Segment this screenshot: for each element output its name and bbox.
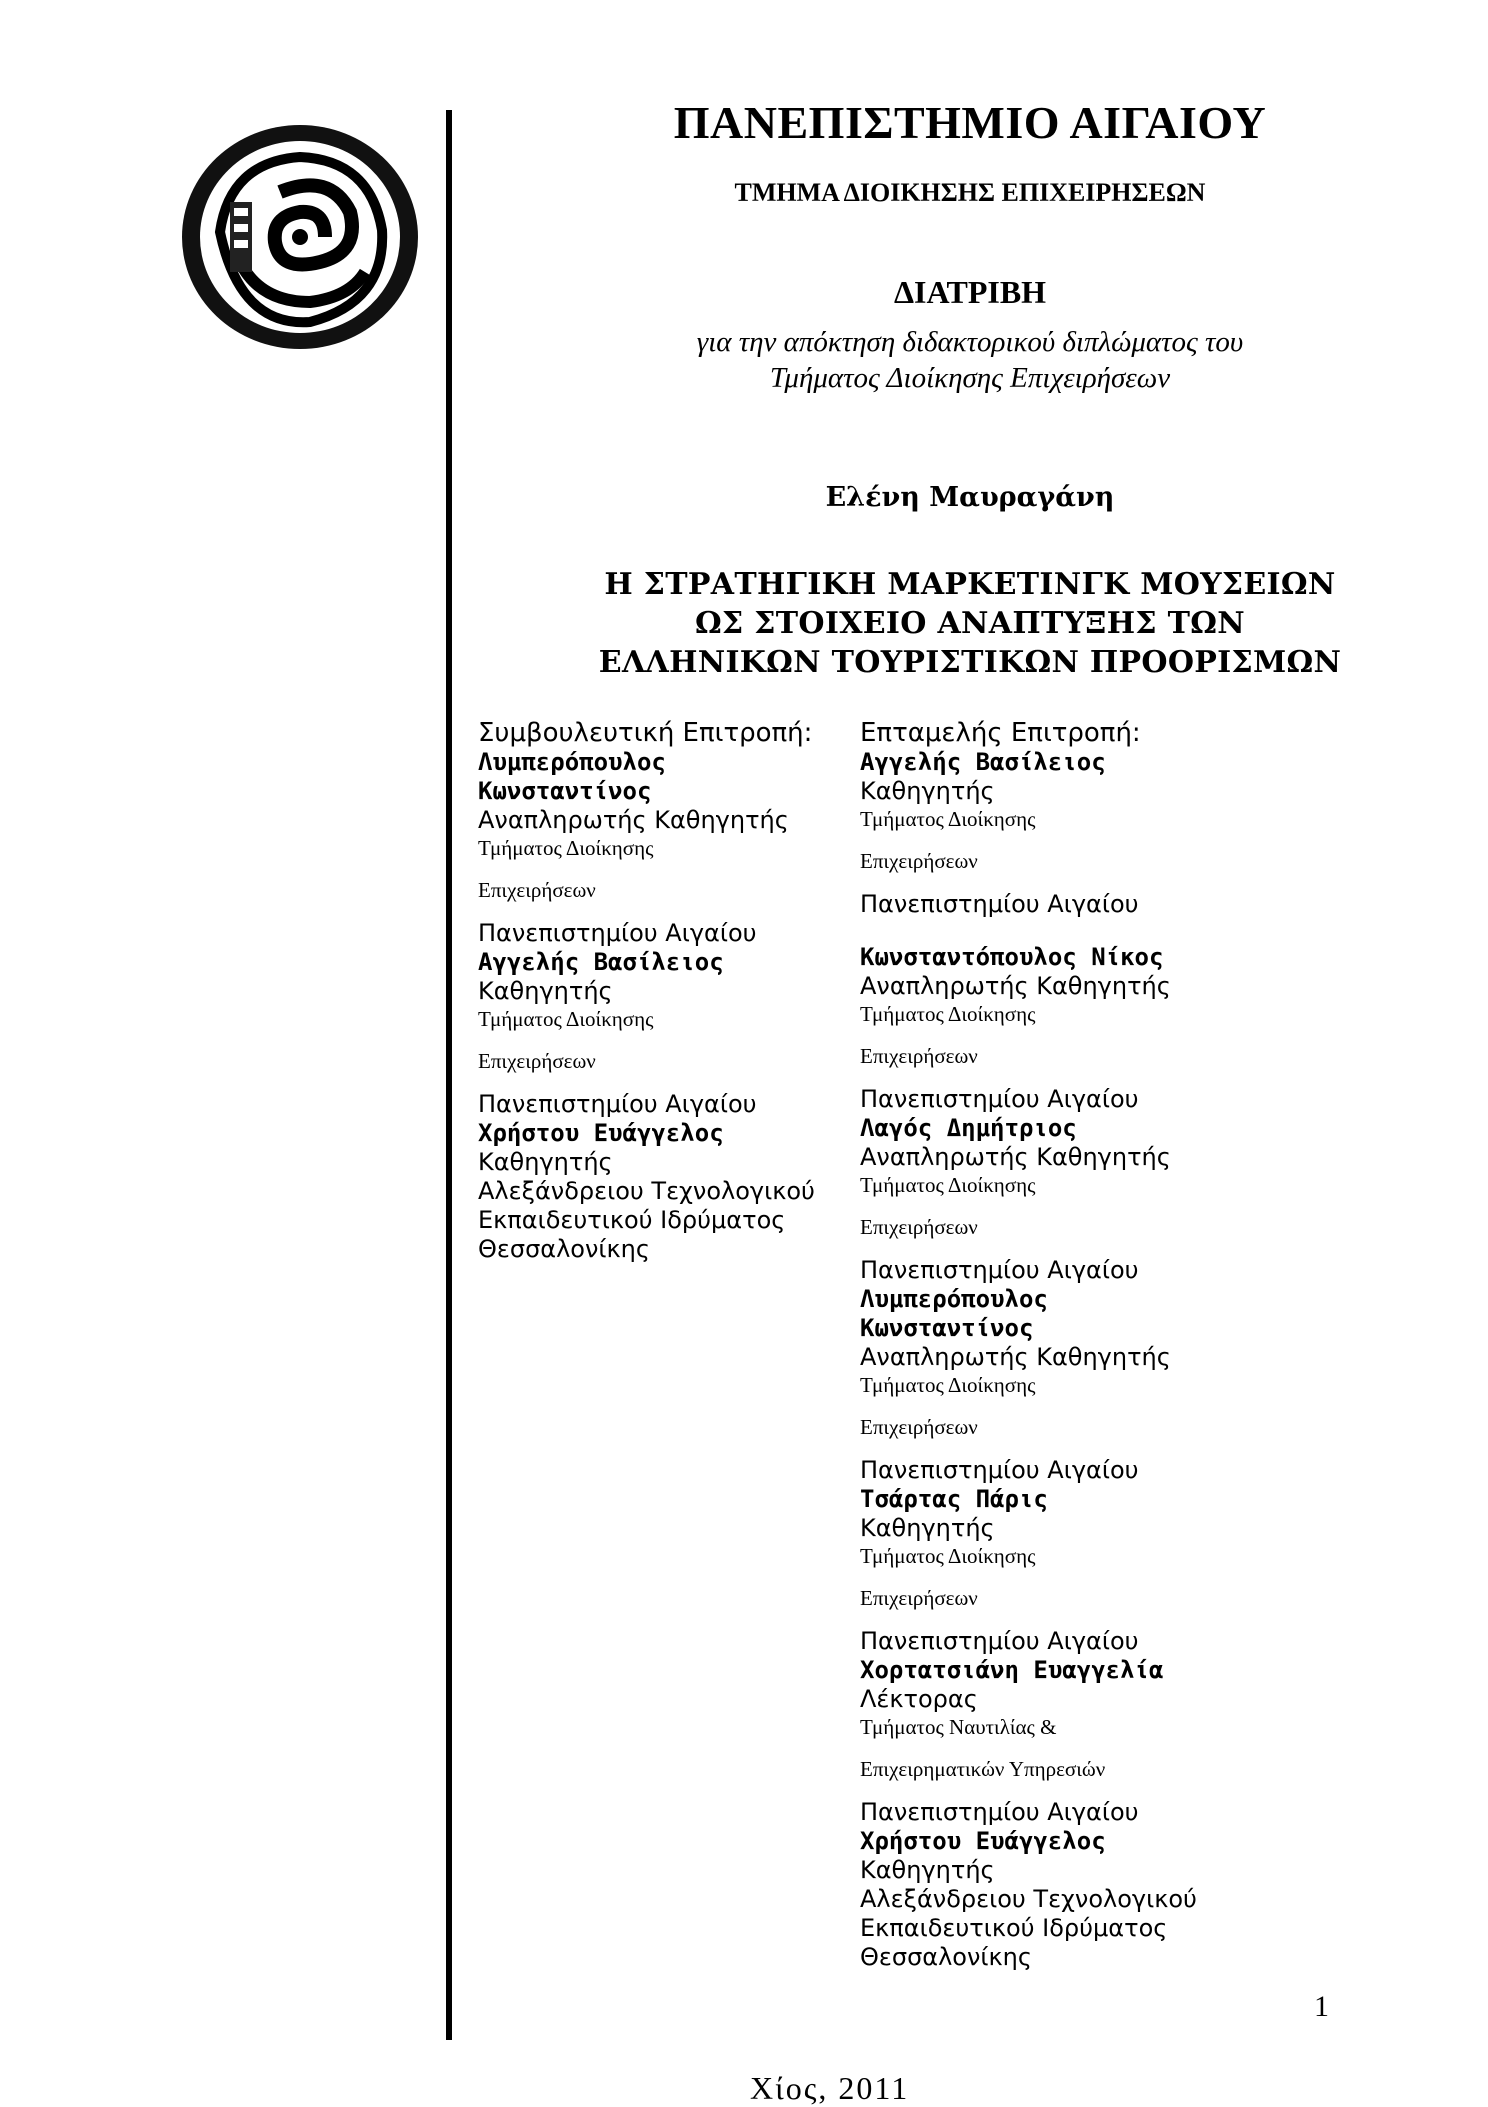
university-seal-logo	[160, 112, 440, 362]
member-university: Πανεπιστημίου Αιγαίου	[860, 1627, 1139, 1655]
member-university: Πανεπιστημίου Αιγαίου	[860, 890, 1139, 918]
page-number: 1	[1314, 1990, 1329, 2023]
member-department: Τμήματος Ναυτιλίας &	[860, 1715, 1057, 1739]
member-role: Λέκτορας	[860, 1685, 978, 1713]
member-name: Κωνσταντίνος	[478, 777, 652, 805]
member-role: Καθηγητής	[478, 977, 613, 1005]
member-department: Επιχειρήσεων	[478, 1049, 596, 1073]
member-role: Αναπληρωτής Καθηγητής	[478, 806, 789, 834]
member-affiliation: Θεσσαλονίκης	[478, 1235, 650, 1263]
member-name: Κωνσταντίνος	[860, 1314, 1034, 1342]
member-role: Καθηγητής	[478, 1148, 613, 1176]
member-department: Τμήματος Διοίκησης	[860, 1173, 1036, 1197]
member-department: Επιχειρήσεων	[860, 1044, 978, 1068]
member-affiliation: Αλεξάνδρειου Τεχνολογικού	[478, 1177, 815, 1205]
author-name: Ελένη Μαυραγάνη	[825, 482, 1115, 513]
member-name: Χρήστου Ευάγγελος	[860, 1827, 1106, 1855]
member-affiliation: Αλεξάνδρειου Τεχνολογικού	[860, 1885, 1197, 1913]
place-and-year: Χίος, 2011	[750, 2070, 910, 2106]
committee-member	[860, 1285, 1240, 1485]
member-name: Χορτατσιάνη Ευαγγελία	[860, 1656, 1164, 1684]
member-department: Επιχειρήσεων	[860, 1586, 978, 1610]
examining-committee	[860, 718, 1240, 1972]
title-line: ΩΣ ΣΤΟΙΧΕΙΟ ΑΝΑΠΤΥΞΗΣ ΤΩΝ	[695, 606, 1245, 641]
department-name: ΤΜΗΜΑ ΔΙΟΙΚΗΣΗΣ ΕΠΙΧΕΙΡΗΣΕΩΝ	[734, 178, 1206, 207]
member-role: Καθηγητής	[860, 777, 995, 805]
committee-member	[860, 943, 1240, 1114]
member-affiliation: Εκπαιδευτικού Ιδρύματος	[478, 1206, 786, 1234]
member-department: Επιχειρήσεων	[860, 1415, 978, 1439]
member-role: Αναπληρωτής Καθηγητής	[860, 972, 1171, 1000]
committee-heading: Επταμελής Επιτροπή:	[860, 718, 1141, 748]
member-department: Τμήματος Διοίκησης	[860, 1373, 1036, 1397]
member-affiliation: Εκπαιδευτικού Ιδρύματος	[860, 1914, 1168, 1942]
member-name: Χρήστου Ευάγγελος	[478, 1119, 724, 1147]
member-university: Πανεπιστημίου Αιγαίου	[478, 1090, 757, 1118]
committee-member	[860, 1485, 1240, 1656]
committee-member	[860, 1656, 1240, 1827]
member-name: Τσάρτας Πάρις	[860, 1485, 1048, 1513]
committee-member	[860, 1827, 1240, 1972]
member-name: Κωνσταντόπουλος Νίκος	[860, 943, 1164, 971]
vertical-divider	[446, 110, 452, 2040]
title-line: ΕΛΛΗΝΙΚΩΝ ΤΟΥΡΙΣΤΙΚΩΝ ΠΡΟΟΡΙΣΜΩΝ	[598, 645, 1342, 680]
member-university: Πανεπιστημίου Αιγαίου	[478, 919, 757, 947]
committee-member	[478, 948, 858, 1119]
committee-heading: Συμβουλευτική Επιτροπή:	[478, 718, 813, 748]
document-subtitle	[452, 324, 1488, 396]
member-name: Λυμπερόπουλος	[478, 748, 666, 776]
member-department: Τμήματος Διοίκησης	[860, 1544, 1036, 1568]
subtitle-line: Τμήματος Διοίκησης Επιχειρήσεων	[769, 362, 1171, 394]
member-name: Λαγός Δημήτριος	[860, 1114, 1077, 1142]
member-name: Λυμπερόπουλος	[860, 1285, 1048, 1313]
member-university: Πανεπιστημίου Αιγαίου	[860, 1798, 1139, 1826]
member-university: Πανεπιστημίου Αιγαίου	[860, 1256, 1139, 1284]
member-department: Επιχειρήσεων	[860, 849, 978, 873]
committee-member	[478, 1119, 858, 1264]
member-department: Τμήματος Διοίκησης	[478, 836, 654, 860]
member-role: Αναπληρωτής Καθηγητής	[860, 1343, 1171, 1371]
member-department: Τμήματος Διοίκησης	[860, 807, 1036, 831]
member-department: Επιχειρήσεων	[860, 1215, 978, 1239]
member-university: Πανεπιστημίου Αιγαίου	[860, 1456, 1139, 1484]
member-affiliation: Θεσσαλονίκης	[860, 1943, 1032, 1971]
member-role: Αναπληρωτής Καθηγητής	[860, 1143, 1171, 1171]
university-name: ΠΑΝΕΠΙΣΤΗΜΙΟ ΑΙΓΑΙΟΥ	[673, 97, 1267, 148]
member-department: Επιχειρηματικών Υπηρεσιών	[860, 1757, 1106, 1781]
member-name: Αγγελής Βασίλειος	[478, 948, 724, 976]
member-name: Αγγελής Βασίλειος	[860, 748, 1106, 776]
member-department: Τμήματος Διοίκησης	[860, 1002, 1036, 1026]
subtitle-line: για την απόκτηση διδακτορικού διπλώματος του	[696, 326, 1244, 358]
member-department: Τμήματος Διοίκησης	[478, 1007, 654, 1031]
member-role: Καθηγητής	[860, 1514, 995, 1542]
advisory-committee	[478, 718, 858, 1264]
committee-member	[478, 748, 858, 948]
committee-member	[860, 1114, 1240, 1285]
document-type: ΔΙΑΤΡΙΒΗ	[893, 274, 1047, 310]
member-university: Πανεπιστημίου Αιγαίου	[860, 1085, 1139, 1113]
title-line: Η ΣΤΡΑΤΗΓΙΚΗ ΜΑΡΚΕΤΙΝΓΚ ΜΟΥΣΕΙΩΝ	[604, 567, 1336, 602]
member-role: Καθηγητής	[860, 1856, 995, 1884]
committee-member	[860, 748, 1240, 919]
member-department: Επιχειρήσεων	[478, 878, 596, 902]
thesis-title	[452, 565, 1488, 682]
